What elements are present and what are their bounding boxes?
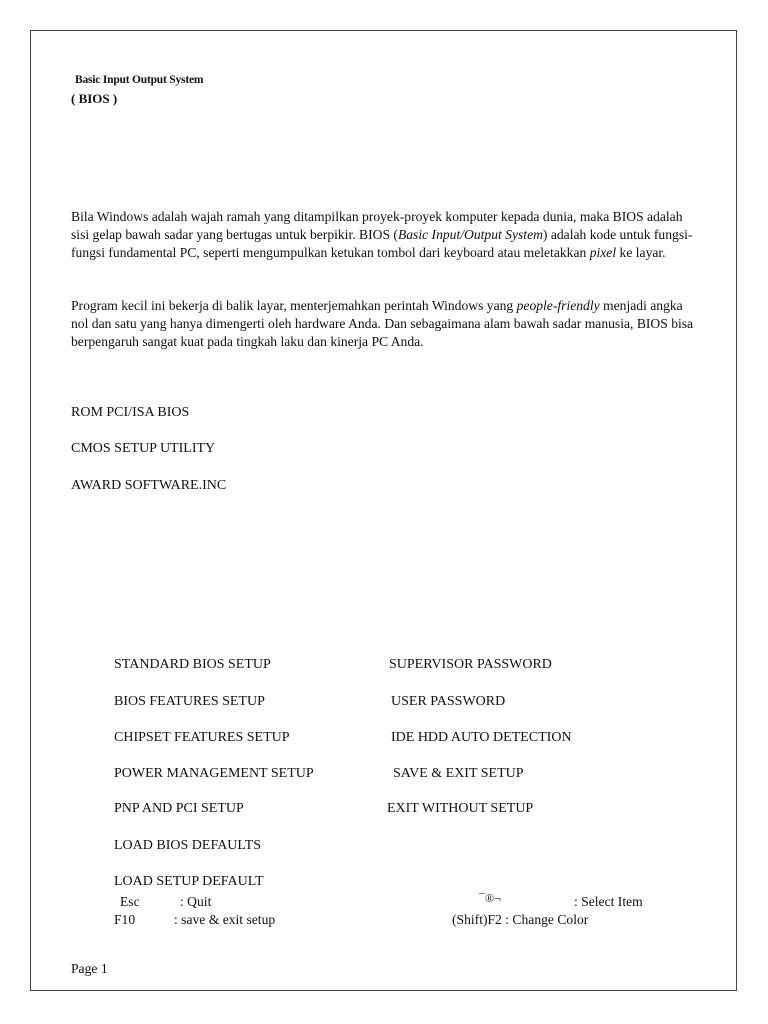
paragraph-intro-text-e: ke layar.: [616, 245, 666, 260]
paragraph-program-text-c: menjadi angka nol dan satu yang hanya dimengerti oleh hardware Anda. Dan sebagaimana alam bawah sadar manusia, BIOS bisa berpengaruh sangat kuat pada tingkah laku dan kinerja PC Anda.: [71, 298, 694, 349]
bios-rom-label: ROM PCI/ISA BIOS: [71, 405, 190, 420]
bios-utility-label: CMOS SETUP UTILITY: [71, 441, 216, 456]
legend-change-color: (Shift)F2 : Change Color: [452, 912, 589, 927]
menu-pnp-pci-setup[interactable]: PNP AND PCI SETUP: [114, 801, 244, 816]
bios-vendor-label: AWARD SOFTWARE.INC: [71, 478, 227, 493]
document-abbreviation: ( BIOS ): [71, 91, 118, 106]
menu-save-exit-setup[interactable]: SAVE & EXIT SETUP: [393, 766, 524, 781]
legend-select-item-desc: : Select Item: [574, 894, 643, 909]
page-number: Page 1: [71, 961, 108, 976]
menu-supervisor-password[interactable]: SUPERVISOR PASSWORD: [389, 657, 552, 672]
menu-user-password[interactable]: USER PASSWORD: [391, 694, 506, 709]
legend-arrow-keys: ¯®¬: [479, 891, 501, 905]
paragraph-intro-italic-bios: Basic Input/Output System: [397, 227, 543, 242]
legend-esc-key: Esc: [120, 894, 140, 909]
menu-load-bios-defaults[interactable]: LOAD BIOS DEFAULTS: [114, 838, 262, 853]
legend-esc-desc: : Quit: [180, 894, 212, 909]
menu-ide-hdd-auto-detection[interactable]: IDE HDD AUTO DETECTION: [391, 730, 572, 745]
menu-chipset-features-setup[interactable]: CHIPSET FEATURES SETUP: [114, 730, 290, 745]
legend-f10-desc: : save & exit setup: [174, 912, 276, 927]
paragraph-intro-text-a: Bila Windows adalah wajah ramah yang ditampilkan proyek-proyek komputer kepada dunia, maka BIOS adalah sisi gelap bawah sadar yang bertugas untuk berpikir. BIOS (: [71, 209, 683, 242]
menu-bios-features-setup[interactable]: BIOS FEATURES SETUP: [114, 694, 265, 709]
paragraph-program-text-a: Program kecil ini bekerja di balik layar, menterjemahkan perintah Windows yang: [71, 298, 517, 313]
paragraph-intro-italic-pixel: pixel: [589, 245, 617, 260]
menu-load-setup-default[interactable]: LOAD SETUP DEFAULT: [114, 874, 264, 889]
paragraph-intro: [71, 208, 703, 262]
legend-f10-key: F10: [114, 912, 136, 927]
menu-power-management-setup[interactable]: POWER MANAGEMENT SETUP: [114, 766, 314, 781]
menu-exit-without-setup[interactable]: EXIT WITHOUT SETUP: [387, 801, 534, 816]
paragraph-program-italic: people-friendly: [516, 298, 600, 313]
menu-standard-bios-setup[interactable]: STANDARD BIOS SETUP: [114, 657, 271, 672]
paragraph-program: [71, 297, 703, 351]
document-title: Basic Input Output System: [75, 74, 204, 86]
paragraph-intro-text-c: ) adalah kode untuk fungsi-fungsi fundamental PC, seperti mengumpulkan ketukan tombol dari keyboard atau meletakkan: [71, 227, 693, 260]
